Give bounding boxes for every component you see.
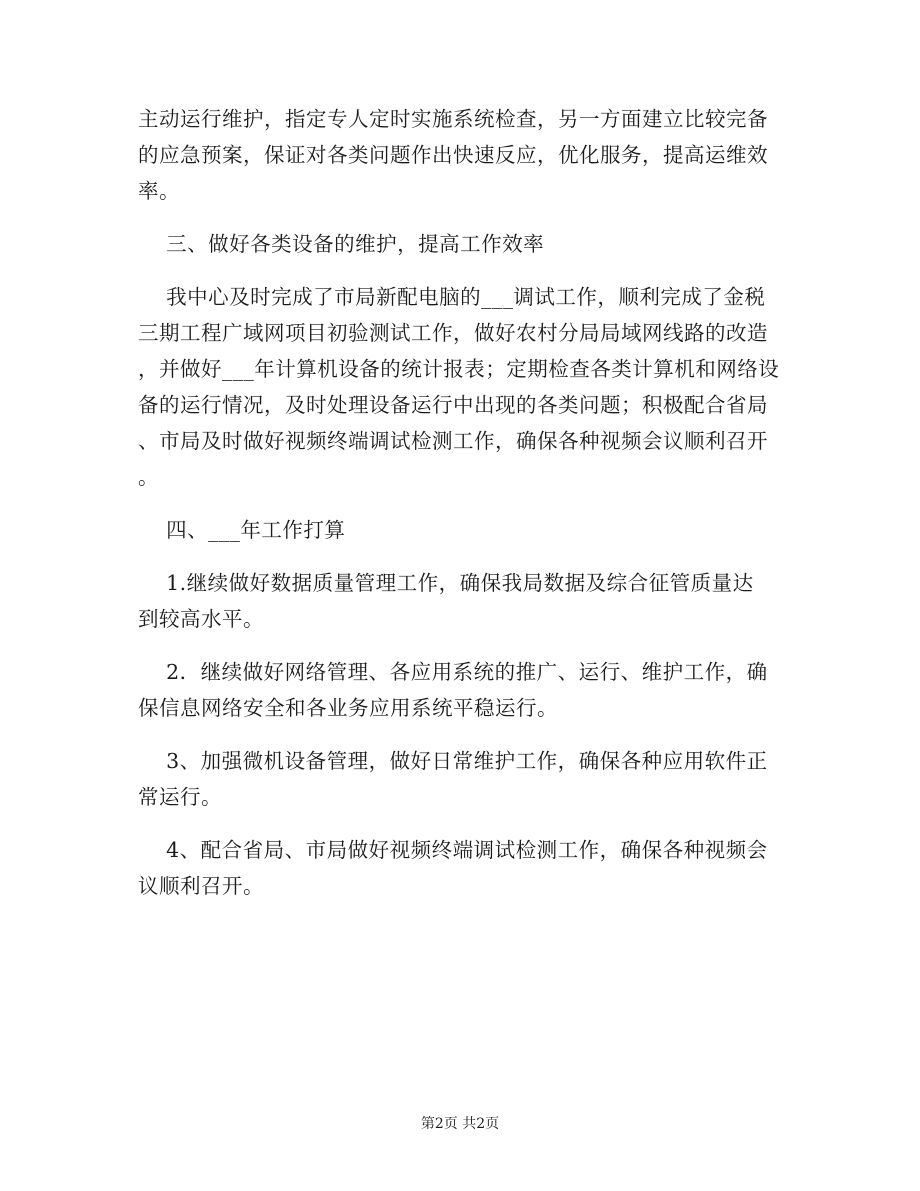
text-line: 、市局及时做好视频终端调试检测工作，确保各种视频会议顺利召开 xyxy=(138,429,768,453)
paragraph-gap xyxy=(138,209,786,226)
document-body xyxy=(138,101,786,904)
heading-section-three xyxy=(138,226,786,262)
plan-item-1 xyxy=(138,565,786,637)
text-line: 常运行。 xyxy=(138,785,222,809)
text-line: 3、加强微机设备管理，做好日常维护工作，确保各种应用软件正 xyxy=(138,749,768,773)
heading-section-four xyxy=(138,512,786,548)
paragraph-gap xyxy=(138,637,786,654)
text-line: 2．继续做好网络管理、各应用系统的推广、运行、维护工作，确 xyxy=(138,660,768,684)
text-line: 议顺利召开。 xyxy=(138,874,264,898)
paragraph-gap xyxy=(138,815,786,832)
text-line: 4、配合省局、市局做好视频终端调试检测工作，确保各种视频会 xyxy=(138,838,768,862)
text-line: 四、___年工作打算 xyxy=(138,518,346,542)
para-maintenance-continued xyxy=(138,101,786,209)
text-line: 我中心及时完成了市局新配电脑的___调试工作，顺利完成了金税 xyxy=(138,285,766,309)
text-line: 的应急预案，保证对各类问题作出快速反应，优化服务，提高运维效 xyxy=(138,143,768,167)
text-line: 三、做好各类设备的维护，提高工作效率 xyxy=(138,232,545,256)
text-line: 率。 xyxy=(138,179,180,203)
plan-item-3 xyxy=(138,743,786,815)
text-line: 主动运行维护，指定专人定时实施系统检查，另一方面建立比较完备 xyxy=(138,107,768,131)
text-line: 三期工程广域网项目初验测试工作，做好农村分局局域网线路的改造 xyxy=(138,321,768,345)
paragraph-gap xyxy=(138,495,786,512)
plan-item-2 xyxy=(138,654,786,726)
text-line: ，并做好___年计算机设备的统计报表；定期检查各类计算机和网络设 xyxy=(138,357,780,381)
plan-item-4 xyxy=(138,832,786,904)
para-equipment xyxy=(138,279,786,495)
page-footer: 第2页 共2页 xyxy=(420,1116,500,1132)
paragraph-gap xyxy=(138,262,786,279)
text-line: 1.继续做好数据质量管理工作，确保我局数据及综合征管质量达 xyxy=(138,571,754,595)
text-line: 。 xyxy=(138,465,159,489)
paragraph-gap xyxy=(138,726,786,743)
text-line: 保信息网络安全和各业务应用系统平稳运行。 xyxy=(138,696,558,720)
text-line: 备的运行情况，及时处理设备运行中出现的各类问题；积极配合省局 xyxy=(138,393,768,417)
text-line: 到较高水平。 xyxy=(138,607,264,631)
paragraph-gap xyxy=(138,548,786,565)
